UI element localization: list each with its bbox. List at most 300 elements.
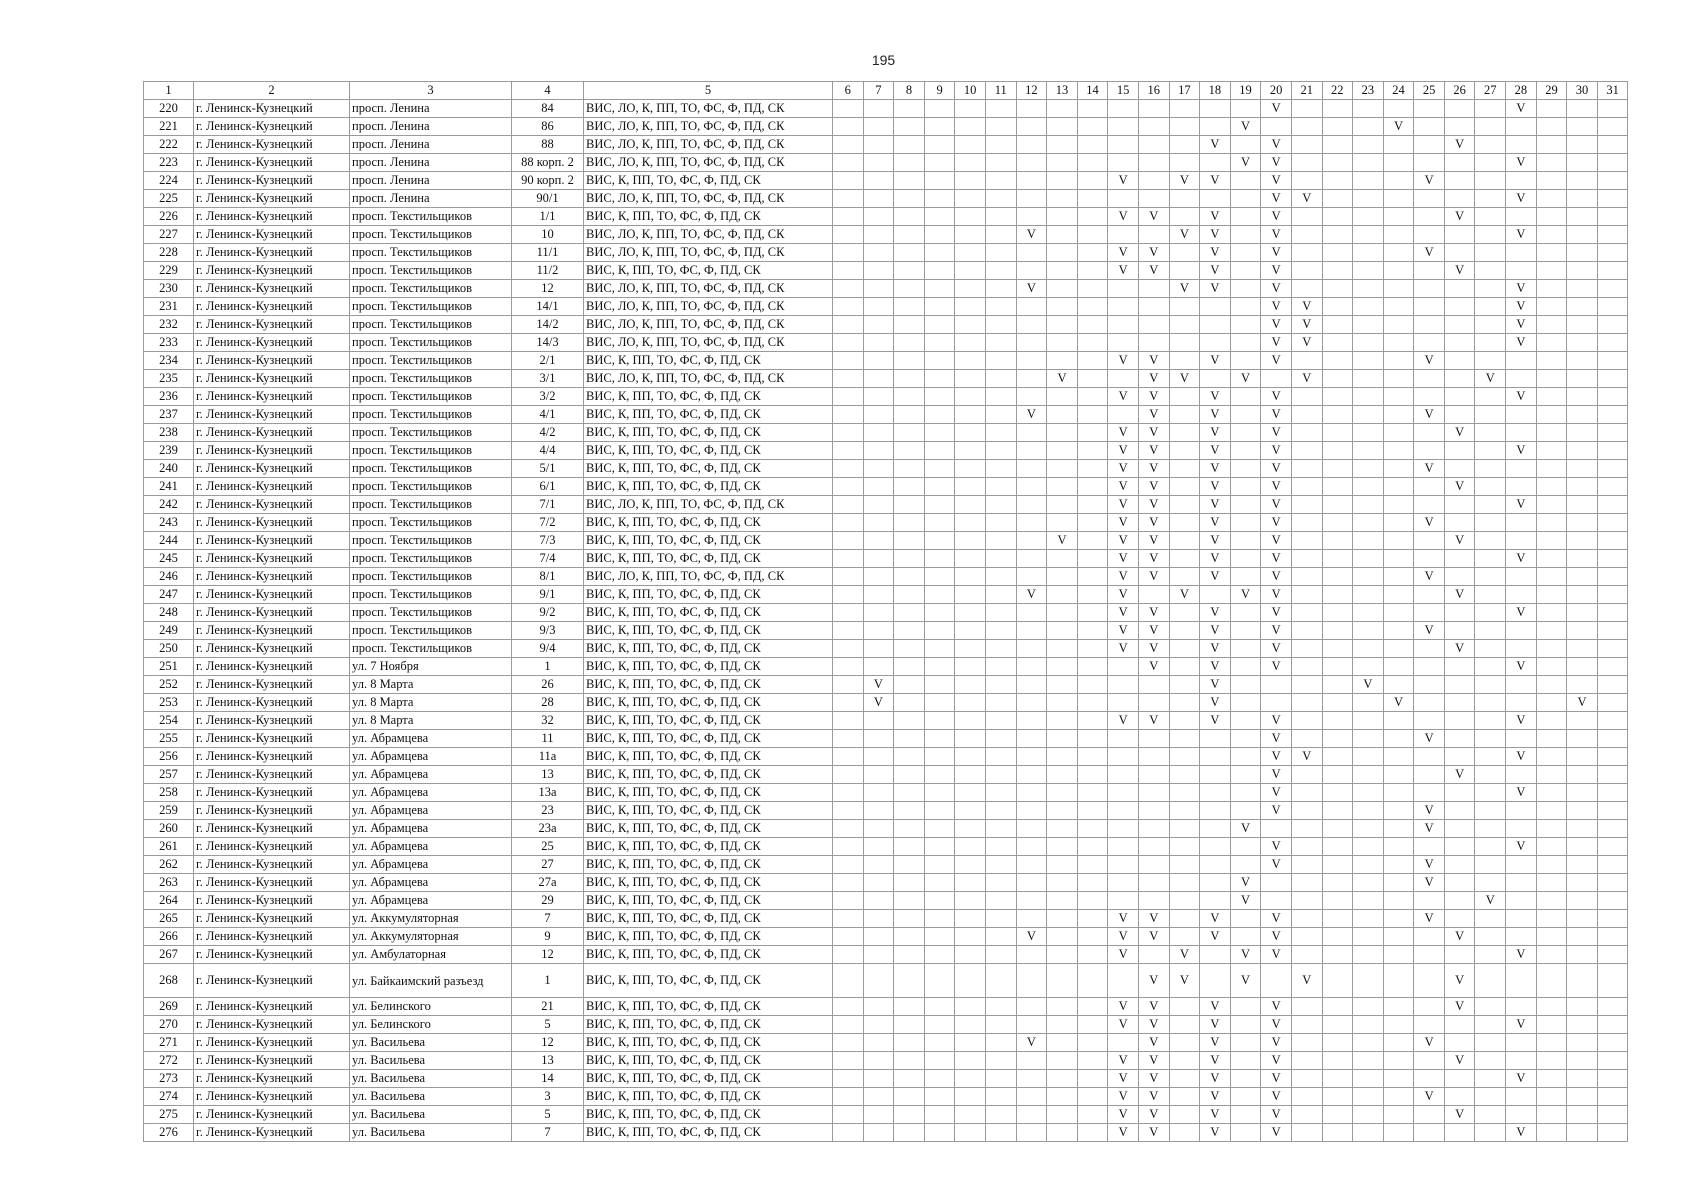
mark-cell bbox=[894, 388, 925, 406]
city-cell: г. Ленинск-Кузнецкий bbox=[194, 550, 350, 568]
mark-cell bbox=[1567, 676, 1598, 694]
check-mark: V bbox=[1230, 874, 1261, 892]
mark-cell bbox=[833, 604, 864, 622]
mark-cell bbox=[1383, 1034, 1414, 1052]
mark-cell bbox=[833, 964, 864, 998]
mark-cell bbox=[1169, 910, 1200, 928]
mark-cell bbox=[1077, 892, 1108, 910]
mark-cell bbox=[955, 998, 986, 1016]
mark-cell bbox=[1291, 856, 1322, 874]
house-cell: 14/3 bbox=[512, 334, 584, 352]
mark-cell bbox=[1169, 730, 1200, 748]
mark-cell bbox=[833, 766, 864, 784]
mark-cell bbox=[1567, 748, 1598, 766]
mark-cell bbox=[1444, 874, 1475, 892]
mark-cell bbox=[1108, 316, 1139, 334]
check-mark: V bbox=[1138, 532, 1169, 550]
mark-cell bbox=[1536, 244, 1567, 262]
row-number: 234 bbox=[144, 352, 194, 370]
check-mark: V bbox=[1047, 370, 1078, 388]
mark-cell bbox=[1047, 820, 1078, 838]
mark-cell bbox=[1230, 424, 1261, 442]
mark-cell bbox=[894, 352, 925, 370]
mark-cell bbox=[1322, 928, 1353, 946]
house-cell: 84 bbox=[512, 100, 584, 118]
mark-cell bbox=[1383, 998, 1414, 1016]
mark-cell bbox=[863, 334, 894, 352]
mark-cell bbox=[1536, 802, 1567, 820]
mark-cell bbox=[1322, 424, 1353, 442]
mark-cell bbox=[1077, 1124, 1108, 1142]
table-row bbox=[144, 442, 1628, 460]
mark-cell bbox=[863, 478, 894, 496]
mark-cell bbox=[1138, 136, 1169, 154]
mark-cell bbox=[1200, 100, 1231, 118]
mark-cell bbox=[1444, 154, 1475, 172]
mark-cell bbox=[1077, 730, 1108, 748]
mark-cell bbox=[1444, 370, 1475, 388]
mark-cell bbox=[985, 190, 1016, 208]
mark-cell bbox=[1016, 766, 1047, 784]
mark-cell bbox=[863, 1106, 894, 1124]
mark-cell bbox=[1597, 316, 1628, 334]
mark-cell bbox=[1536, 406, 1567, 424]
mark-cell bbox=[1077, 550, 1108, 568]
mark-cell bbox=[1169, 424, 1200, 442]
check-mark: V bbox=[1200, 1088, 1231, 1106]
check-mark: V bbox=[1261, 998, 1292, 1016]
city-cell: г. Ленинск-Кузнецкий bbox=[194, 118, 350, 136]
mark-cell bbox=[1353, 100, 1384, 118]
mark-cell bbox=[985, 802, 1016, 820]
mark-cell bbox=[924, 190, 955, 208]
check-mark: V bbox=[1169, 586, 1200, 604]
mark-cell bbox=[1077, 316, 1108, 334]
mark-cell bbox=[894, 298, 925, 316]
mark-cell bbox=[1353, 244, 1384, 262]
check-mark: V bbox=[1261, 190, 1292, 208]
mark-cell bbox=[1169, 766, 1200, 784]
mark-cell bbox=[1444, 298, 1475, 316]
mark-cell bbox=[833, 280, 864, 298]
works-cell: ВИС, К, ПП, ТО, ФС, Ф, ПД, СК bbox=[584, 1070, 833, 1088]
house-cell: 90 корп. 2 bbox=[512, 172, 584, 190]
city-cell: г. Ленинск-Кузнецкий bbox=[194, 1052, 350, 1070]
city-cell: г. Ленинск-Кузнецкий bbox=[194, 998, 350, 1016]
mark-cell bbox=[1077, 1106, 1108, 1124]
mark-cell bbox=[1506, 730, 1537, 748]
mark-cell bbox=[863, 964, 894, 998]
check-mark: V bbox=[1444, 532, 1475, 550]
street-cell: просп. Ленина bbox=[350, 100, 512, 118]
mark-cell bbox=[1536, 874, 1567, 892]
mark-cell bbox=[1597, 856, 1628, 874]
city-cell: г. Ленинск-Кузнецкий bbox=[194, 946, 350, 964]
mark-cell bbox=[1475, 514, 1506, 532]
mark-cell bbox=[1383, 784, 1414, 802]
house-cell: 7/1 bbox=[512, 496, 584, 514]
mark-cell bbox=[1291, 280, 1322, 298]
mark-cell bbox=[924, 1070, 955, 1088]
mark-cell bbox=[1567, 838, 1598, 856]
mark-cell bbox=[894, 856, 925, 874]
mark-cell bbox=[985, 316, 1016, 334]
mark-cell bbox=[1567, 136, 1598, 154]
mark-cell bbox=[1475, 406, 1506, 424]
house-cell: 14/1 bbox=[512, 298, 584, 316]
mark-cell bbox=[833, 496, 864, 514]
mark-cell bbox=[985, 226, 1016, 244]
mark-cell bbox=[1169, 478, 1200, 496]
mark-cell bbox=[955, 730, 986, 748]
mark-cell bbox=[1047, 1106, 1078, 1124]
mark-cell bbox=[1016, 748, 1047, 766]
city-cell: г. Ленинск-Кузнецкий bbox=[194, 568, 350, 586]
works-cell: ВИС, К, ПП, ТО, ФС, Ф, ПД, СК bbox=[584, 1106, 833, 1124]
mark-cell bbox=[1414, 1070, 1445, 1088]
mark-cell bbox=[1444, 226, 1475, 244]
check-mark: V bbox=[1200, 514, 1231, 532]
mark-cell bbox=[1169, 496, 1200, 514]
mark-cell bbox=[1567, 586, 1598, 604]
street-cell: ул. Абрамцева bbox=[350, 820, 512, 838]
mark-cell bbox=[1567, 820, 1598, 838]
mark-cell bbox=[955, 172, 986, 190]
mark-cell bbox=[1169, 604, 1200, 622]
column-number: 31 bbox=[1597, 82, 1628, 100]
column-number: 13 bbox=[1047, 82, 1078, 100]
mark-cell bbox=[1261, 676, 1292, 694]
mark-cell bbox=[1016, 370, 1047, 388]
street-cell: просп. Текстильщиков bbox=[350, 298, 512, 316]
mark-cell bbox=[1536, 154, 1567, 172]
check-mark: V bbox=[1138, 406, 1169, 424]
mark-cell bbox=[1291, 892, 1322, 910]
mark-cell bbox=[1169, 208, 1200, 226]
mark-cell bbox=[1567, 1088, 1598, 1106]
mark-cell bbox=[1230, 694, 1261, 712]
mark-cell bbox=[1506, 424, 1537, 442]
mark-cell bbox=[1291, 622, 1322, 640]
mark-cell bbox=[985, 712, 1016, 730]
mark-cell bbox=[1047, 998, 1078, 1016]
check-mark: V bbox=[1138, 712, 1169, 730]
check-mark: V bbox=[1169, 370, 1200, 388]
mark-cell bbox=[1536, 946, 1567, 964]
mark-cell bbox=[924, 730, 955, 748]
mark-cell bbox=[1322, 998, 1353, 1016]
check-mark: V bbox=[1261, 658, 1292, 676]
mark-cell bbox=[1169, 998, 1200, 1016]
mark-cell bbox=[1506, 622, 1537, 640]
mark-cell bbox=[833, 226, 864, 244]
check-mark: V bbox=[1414, 910, 1445, 928]
mark-cell bbox=[894, 1052, 925, 1070]
mark-cell bbox=[1047, 442, 1078, 460]
mark-cell bbox=[1353, 154, 1384, 172]
row-number: 259 bbox=[144, 802, 194, 820]
mark-cell bbox=[1383, 406, 1414, 424]
mark-cell bbox=[833, 1106, 864, 1124]
mark-cell bbox=[1383, 370, 1414, 388]
mark-cell bbox=[924, 766, 955, 784]
mark-cell bbox=[1536, 1034, 1567, 1052]
mark-cell bbox=[1016, 190, 1047, 208]
mark-cell bbox=[1506, 964, 1537, 998]
table-row bbox=[144, 802, 1628, 820]
city-cell: г. Ленинск-Кузнецкий bbox=[194, 532, 350, 550]
mark-cell bbox=[1567, 388, 1598, 406]
mark-cell bbox=[1414, 370, 1445, 388]
check-mark: V bbox=[1138, 1088, 1169, 1106]
check-mark: V bbox=[1261, 838, 1292, 856]
mark-cell bbox=[1169, 658, 1200, 676]
mark-cell bbox=[1444, 730, 1475, 748]
mark-cell bbox=[1200, 370, 1231, 388]
mark-cell bbox=[1536, 280, 1567, 298]
mark-cell bbox=[1047, 1124, 1078, 1142]
row-number: 256 bbox=[144, 748, 194, 766]
mark-cell bbox=[1291, 388, 1322, 406]
mark-cell bbox=[1353, 1052, 1384, 1070]
mark-cell bbox=[1169, 442, 1200, 460]
table-row bbox=[144, 100, 1628, 118]
mark-cell bbox=[1383, 424, 1414, 442]
table-row bbox=[144, 640, 1628, 658]
row-number: 273 bbox=[144, 1070, 194, 1088]
check-mark: V bbox=[1200, 712, 1231, 730]
mark-cell bbox=[1353, 496, 1384, 514]
street-cell: ул. Белинского bbox=[350, 1016, 512, 1034]
mark-cell bbox=[1414, 766, 1445, 784]
mark-cell bbox=[1016, 514, 1047, 532]
mark-cell bbox=[1016, 298, 1047, 316]
mark-cell bbox=[1475, 640, 1506, 658]
mark-cell bbox=[1536, 604, 1567, 622]
row-number: 257 bbox=[144, 766, 194, 784]
mark-cell bbox=[955, 676, 986, 694]
mark-cell bbox=[1230, 784, 1261, 802]
mark-cell bbox=[1383, 964, 1414, 998]
street-cell: просп. Текстильщиков bbox=[350, 604, 512, 622]
table-row bbox=[144, 370, 1628, 388]
check-mark: V bbox=[1138, 478, 1169, 496]
mark-cell bbox=[863, 1052, 894, 1070]
table-row bbox=[144, 856, 1628, 874]
mark-cell bbox=[1169, 1088, 1200, 1106]
mark-cell bbox=[985, 334, 1016, 352]
mark-cell bbox=[1444, 190, 1475, 208]
check-mark: V bbox=[1261, 784, 1292, 802]
mark-cell bbox=[924, 496, 955, 514]
mark-cell bbox=[1291, 172, 1322, 190]
row-number: 227 bbox=[144, 226, 194, 244]
table-row bbox=[144, 928, 1628, 946]
mark-cell bbox=[1138, 280, 1169, 298]
check-mark: V bbox=[1108, 496, 1139, 514]
mark-cell bbox=[1506, 244, 1537, 262]
page-number: 195 bbox=[871, 52, 896, 68]
house-cell: 13 bbox=[512, 1052, 584, 1070]
check-mark: V bbox=[1200, 604, 1231, 622]
house-cell: 27а bbox=[512, 874, 584, 892]
mark-cell bbox=[1322, 586, 1353, 604]
mark-cell bbox=[1322, 388, 1353, 406]
check-mark: V bbox=[1414, 874, 1445, 892]
mark-cell bbox=[924, 550, 955, 568]
check-mark: V bbox=[1291, 964, 1322, 998]
mark-cell bbox=[1016, 1070, 1047, 1088]
mark-cell bbox=[1291, 154, 1322, 172]
mark-cell bbox=[1475, 154, 1506, 172]
house-cell: 11/2 bbox=[512, 262, 584, 280]
table-row bbox=[144, 550, 1628, 568]
mark-cell bbox=[894, 316, 925, 334]
check-mark: V bbox=[1200, 998, 1231, 1016]
mark-cell bbox=[985, 946, 1016, 964]
check-mark: V bbox=[1506, 442, 1537, 460]
mark-cell bbox=[1444, 676, 1475, 694]
street-cell: просп. Текстильщиков bbox=[350, 388, 512, 406]
mark-cell bbox=[955, 532, 986, 550]
street-cell: просп. Ленина bbox=[350, 154, 512, 172]
mark-cell bbox=[1291, 208, 1322, 226]
column-number: 4 bbox=[512, 82, 584, 100]
check-mark: V bbox=[1169, 280, 1200, 298]
mark-cell bbox=[1444, 910, 1475, 928]
mark-cell bbox=[1444, 712, 1475, 730]
mark-cell bbox=[1567, 712, 1598, 730]
mark-cell bbox=[1200, 892, 1231, 910]
check-mark: V bbox=[1200, 478, 1231, 496]
mark-cell bbox=[1567, 892, 1598, 910]
mark-cell bbox=[1444, 334, 1475, 352]
mark-cell bbox=[1047, 748, 1078, 766]
mark-cell bbox=[924, 118, 955, 136]
mark-cell bbox=[863, 388, 894, 406]
check-mark: V bbox=[1108, 460, 1139, 478]
street-cell: ул. Амбулаторная bbox=[350, 946, 512, 964]
mark-cell bbox=[1169, 190, 1200, 208]
mark-cell bbox=[1230, 1106, 1261, 1124]
check-mark: V bbox=[1444, 766, 1475, 784]
check-mark: V bbox=[1169, 964, 1200, 998]
mark-cell bbox=[1353, 172, 1384, 190]
mark-cell bbox=[1077, 496, 1108, 514]
check-mark: V bbox=[1138, 460, 1169, 478]
table-row bbox=[144, 1034, 1628, 1052]
mark-cell bbox=[833, 244, 864, 262]
check-mark: V bbox=[1261, 802, 1292, 820]
mark-cell bbox=[1169, 568, 1200, 586]
check-mark: V bbox=[1138, 1034, 1169, 1052]
mark-cell bbox=[894, 568, 925, 586]
mark-cell bbox=[1291, 784, 1322, 802]
check-mark: V bbox=[1291, 190, 1322, 208]
mark-cell bbox=[924, 838, 955, 856]
mark-cell bbox=[894, 406, 925, 424]
mark-cell bbox=[833, 802, 864, 820]
check-mark: V bbox=[1261, 622, 1292, 640]
mark-cell bbox=[1353, 622, 1384, 640]
mark-cell bbox=[1230, 928, 1261, 946]
mark-cell bbox=[1506, 352, 1537, 370]
mark-cell bbox=[1016, 694, 1047, 712]
mark-cell bbox=[1353, 316, 1384, 334]
mark-cell bbox=[1506, 694, 1537, 712]
mark-cell bbox=[1567, 640, 1598, 658]
mark-cell bbox=[1047, 766, 1078, 784]
check-mark: V bbox=[1200, 1124, 1231, 1142]
mark-cell bbox=[1536, 172, 1567, 190]
column-number: 29 bbox=[1536, 82, 1567, 100]
mark-cell bbox=[1536, 748, 1567, 766]
house-cell: 7 bbox=[512, 1124, 584, 1142]
mark-cell bbox=[1016, 892, 1047, 910]
mark-cell bbox=[1353, 280, 1384, 298]
mark-cell bbox=[1475, 226, 1506, 244]
mark-cell bbox=[1138, 802, 1169, 820]
check-mark: V bbox=[1506, 604, 1537, 622]
house-cell: 88 корп. 2 bbox=[512, 154, 584, 172]
check-mark: V bbox=[1414, 406, 1445, 424]
row-number: 252 bbox=[144, 676, 194, 694]
mark-cell bbox=[924, 802, 955, 820]
mark-cell bbox=[1077, 424, 1108, 442]
works-cell: ВИС, К, ПП, ТО, ФС, Ф, ПД, СК bbox=[584, 838, 833, 856]
house-cell: 4/1 bbox=[512, 406, 584, 424]
row-number: 220 bbox=[144, 100, 194, 118]
mark-cell bbox=[894, 946, 925, 964]
mark-cell bbox=[985, 406, 1016, 424]
mark-cell bbox=[1567, 298, 1598, 316]
mark-cell bbox=[863, 856, 894, 874]
table-row bbox=[144, 352, 1628, 370]
mark-cell bbox=[894, 532, 925, 550]
mark-cell bbox=[1047, 136, 1078, 154]
table-row bbox=[144, 208, 1628, 226]
works-cell: ВИС, К, ПП, ТО, ФС, Ф, ПД, СК bbox=[584, 478, 833, 496]
mark-cell bbox=[1169, 550, 1200, 568]
street-cell: просп. Текстильщиков bbox=[350, 262, 512, 280]
mark-cell bbox=[924, 1034, 955, 1052]
table-row bbox=[144, 1070, 1628, 1088]
house-cell: 13 bbox=[512, 766, 584, 784]
mark-cell bbox=[1597, 766, 1628, 784]
mark-cell bbox=[1383, 676, 1414, 694]
mark-cell bbox=[1169, 154, 1200, 172]
mark-cell bbox=[1108, 280, 1139, 298]
street-cell: ул. Абрамцева bbox=[350, 892, 512, 910]
check-mark: V bbox=[1108, 1124, 1139, 1142]
mark-cell bbox=[1322, 172, 1353, 190]
mark-cell bbox=[894, 658, 925, 676]
mark-cell bbox=[833, 640, 864, 658]
house-cell: 5 bbox=[512, 1016, 584, 1034]
table-row bbox=[144, 766, 1628, 784]
mark-cell bbox=[863, 802, 894, 820]
mark-cell bbox=[833, 262, 864, 280]
mark-cell bbox=[1414, 586, 1445, 604]
city-cell: г. Ленинск-Кузнецкий bbox=[194, 136, 350, 154]
mark-cell bbox=[1261, 694, 1292, 712]
mark-cell bbox=[1169, 784, 1200, 802]
mark-cell bbox=[833, 712, 864, 730]
check-mark: V bbox=[1200, 676, 1231, 694]
mark-cell bbox=[1291, 568, 1322, 586]
table-row bbox=[144, 676, 1628, 694]
works-cell: ВИС, К, ПП, ТО, ФС, Ф, ПД, СК bbox=[584, 640, 833, 658]
